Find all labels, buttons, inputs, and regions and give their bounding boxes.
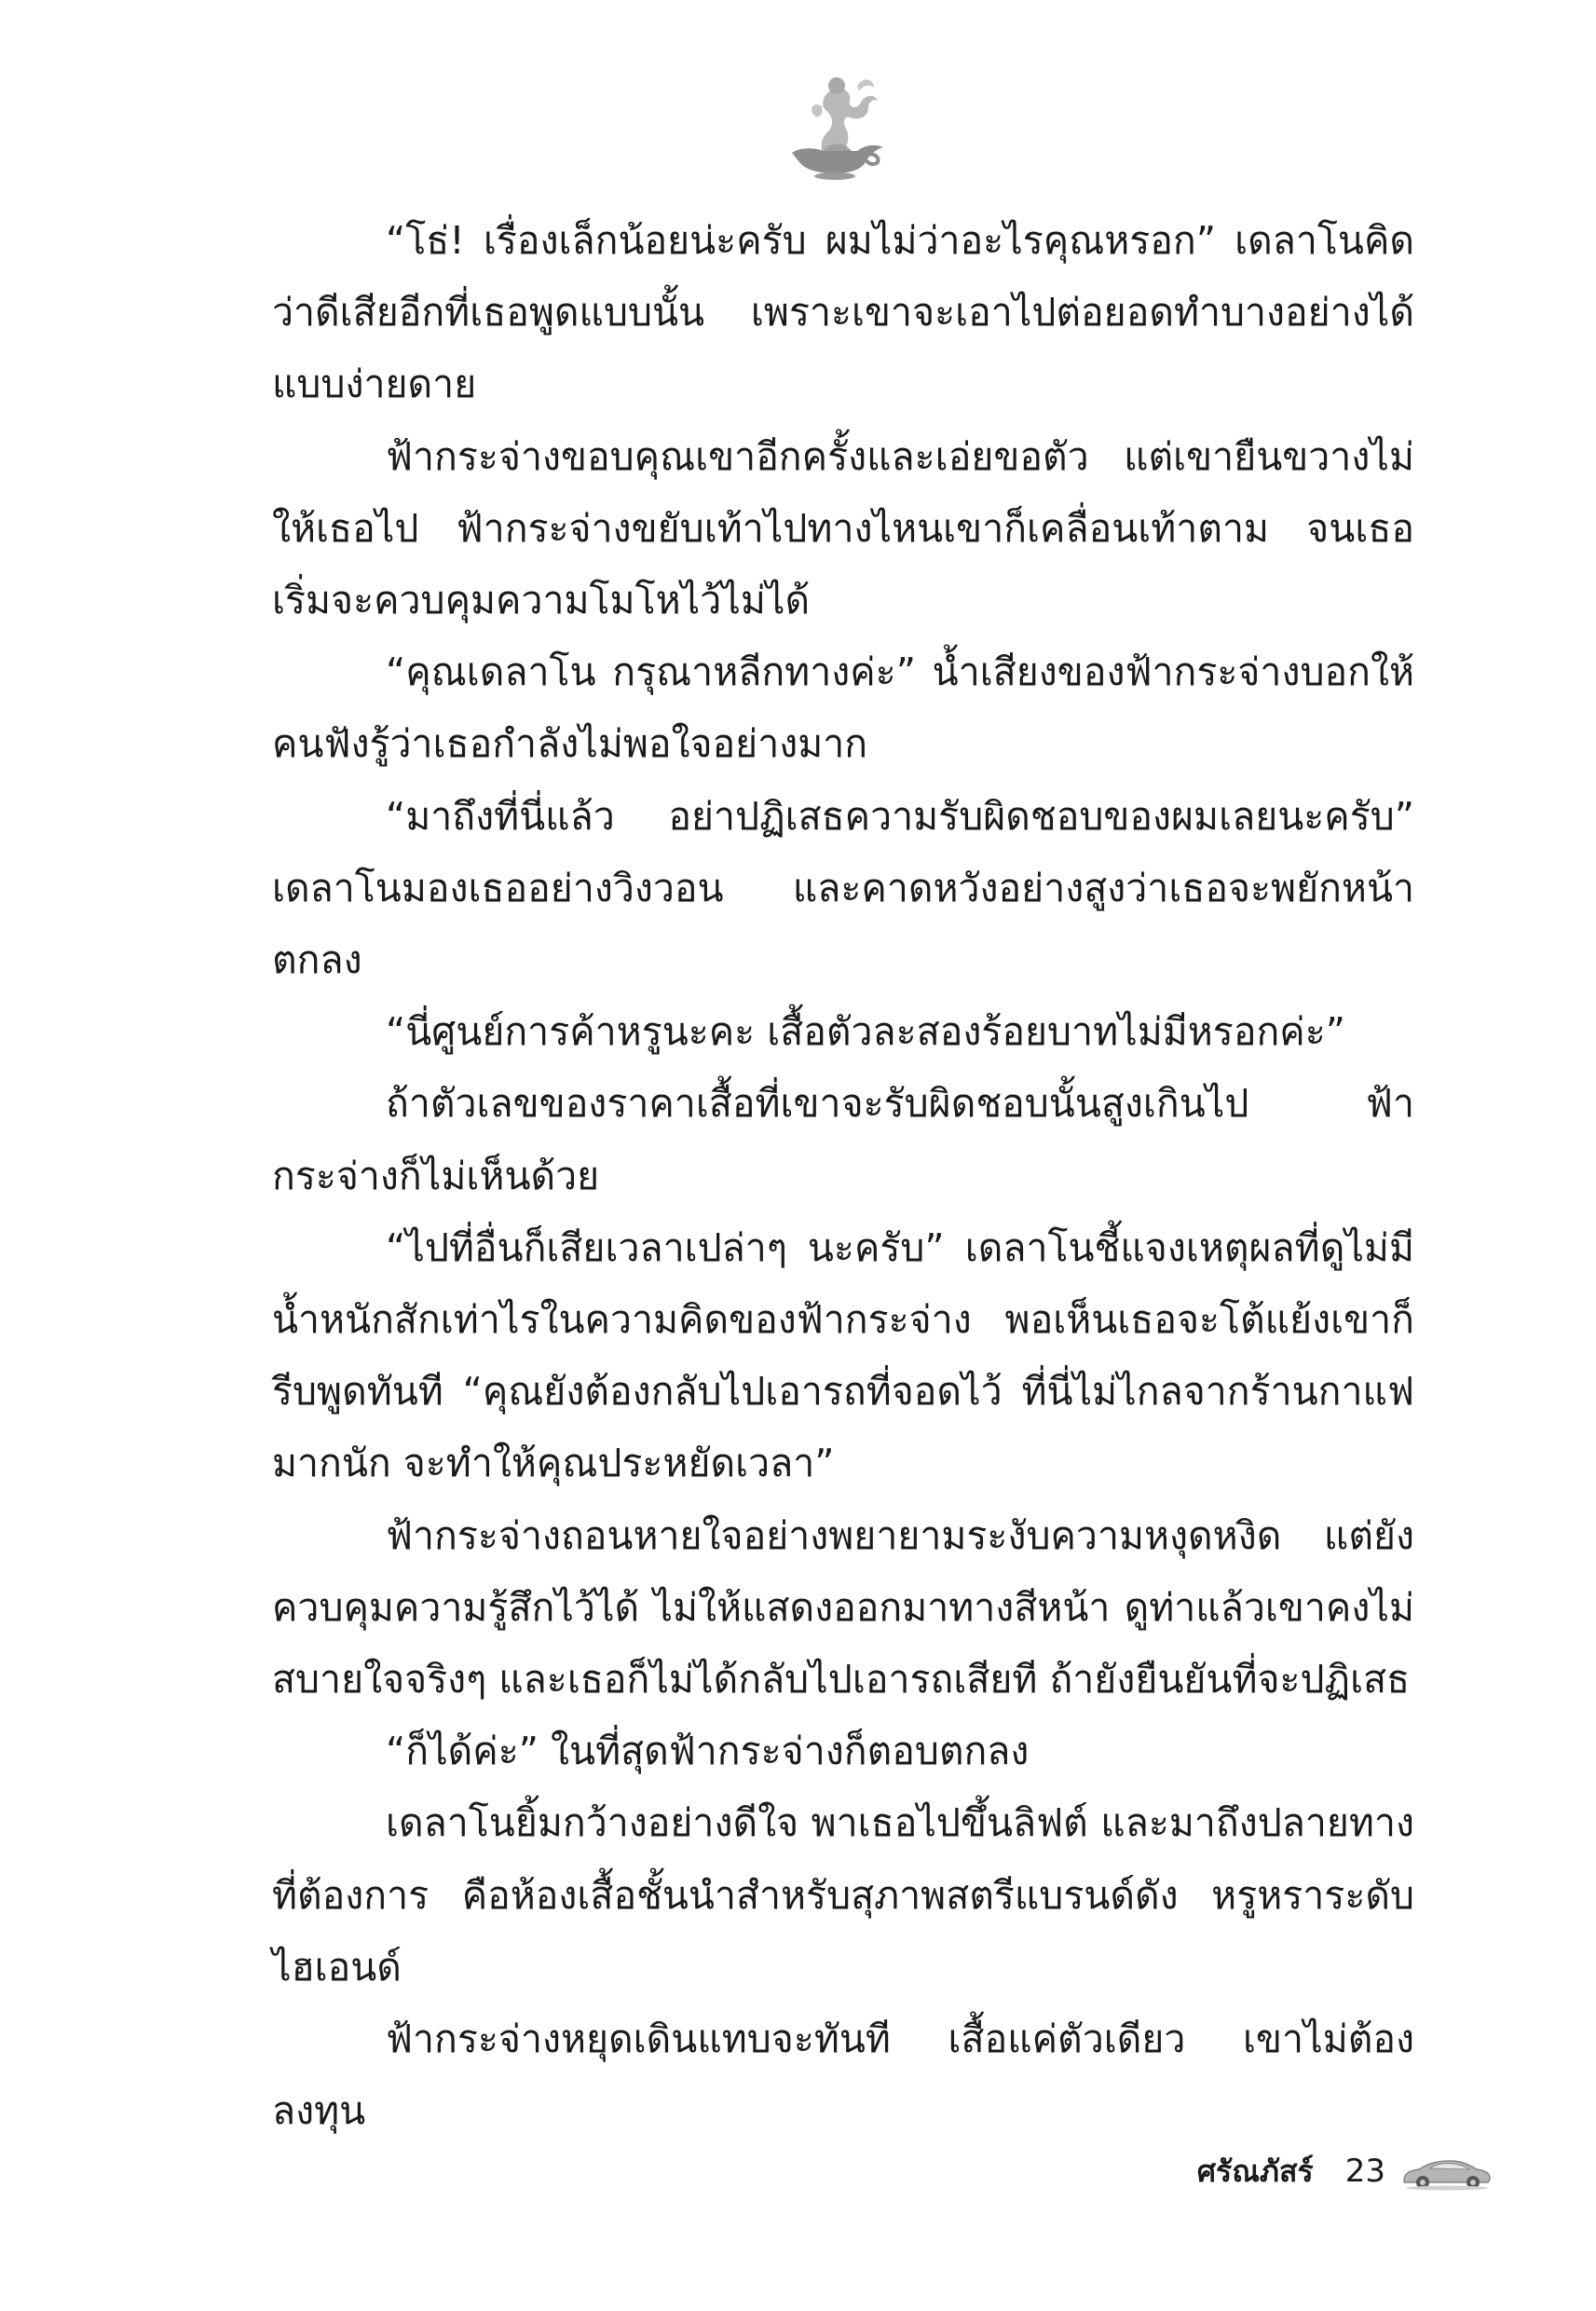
paragraph: เดลาโนยิ้มกว้างอย่างดีใจ พาเธอไปขึ้นลิฟต์ และมาถึงปลายทางที่ต้องการ คือห้องเสื้อชั้นนำสำหรับสุภาพสตรีแบรนด์ดัง หรูหราระดับไฮเอนด์ [272, 1800, 1414, 1990]
paragraph: “ไปที่อื่นก็เสียเวลาเปล่าๆ นะครับ” เดลาโนชี้แจงเหตุผลที่ดูไม่มีน้ำหนักสักเท่าไรในความคิดของฟ้ากระจ่าง พอเห็นเธอจะโต้แย้งเขาก็รีบพูดทันที “คุณยังต้องกลับไปเอารถที่จอดไว้ ที่นี่ไม่ไกลจากร้านกาแฟมากนัก จะทำให้คุณประหยัดเวลา” [272, 1224, 1414, 1486]
car-icon [1400, 2152, 1494, 2191]
paragraph: “ก็ได้ค่ะ” ในที่สุดฟ้ากระจ่างก็ตอบตกลง [386, 1729, 1030, 1774]
paragraph: “คุณเดลาโน กรุณาหลีกทางค่ะ” น้ำเสียงของฟ้ากระจ่างบอกให้คนฟังรู้ว่าเธอกำลังไม่พอใจอย่างมาก [272, 650, 1414, 767]
page-footer [1197, 2144, 1494, 2198]
paragraph: ฟ้ากระจ่างหยุดเดินแทบจะทันที เสื้อแค่ตัวเดียว เขาไม่ต้องลงทุน [272, 2017, 1414, 2134]
paragraph: “โธ่! เรื่องเล็กน้อยน่ะครับ ผมไม่ว่าอะไรคุณหรอก” เดลาโนคิดว่าดีเสียอีกที่เธอพูดแบบนั้น เพราะเขาจะเอาไปต่อยอดทำบางอย่างได้แบบง่ายดาย [272, 218, 1414, 407]
author-name: ศรัณภัสร์ [1196, 2153, 1314, 2189]
paragraph: ฟ้ากระจ่างขอบคุณเขาอีกครั้งและเอ่ยขอตัว แต่เขายืนขวางไม่ให้เธอไป ฟ้ากระจ่างขยับเท้าไปทางไหนเขาก็เคลื่อนเท้าตาม จนเธอเริ่มจะควบคุมความโมโหไว้ไม่ได้ [272, 433, 1414, 623]
paragraph: ฟ้ากระจ่างถอนหายใจอย่างพยายามระงับความหงุดหงิด แต่ยังควบคุมความรู้สึกไว้ได้ ไม่ให้แสดงออกมาทางสีหน้า ดูท่าแล้วเขาคงไม่สบายใจจริงๆ และเธอก็ไม่ได้กลับไปเอารถเสียที ถ้ายังยืนยันที่จะปฏิเสธ [272, 1512, 1414, 1702]
paragraph: ถ้าตัวเลขของราคาเสื้อที่เขาจะรับผิดชอบนั้นสูงเกินไป ฟ้ากระจ่างก็ไม่เห็นด้วย [272, 1081, 1414, 1198]
paragraph: “นี่ศูนย์การค้าหรูนะคะ เสื้อตัวละสองร้อยบาทไม่มีหรอกค่ะ” [386, 1009, 1345, 1055]
genie-lamp-icon [777, 73, 894, 181]
paragraph: “มาถึงที่นี่แล้ว อย่าปฏิเสธความรับผิดชอบของผมเลยนะครับ” เดลาโนมองเธออย่างวิงวอน และคาดหวังอย่างสูงว่าเธอจะพยักหน้าตกลง [272, 793, 1414, 983]
page-number: 23 [1344, 2153, 1385, 2190]
body-text [272, 205, 1414, 2147]
